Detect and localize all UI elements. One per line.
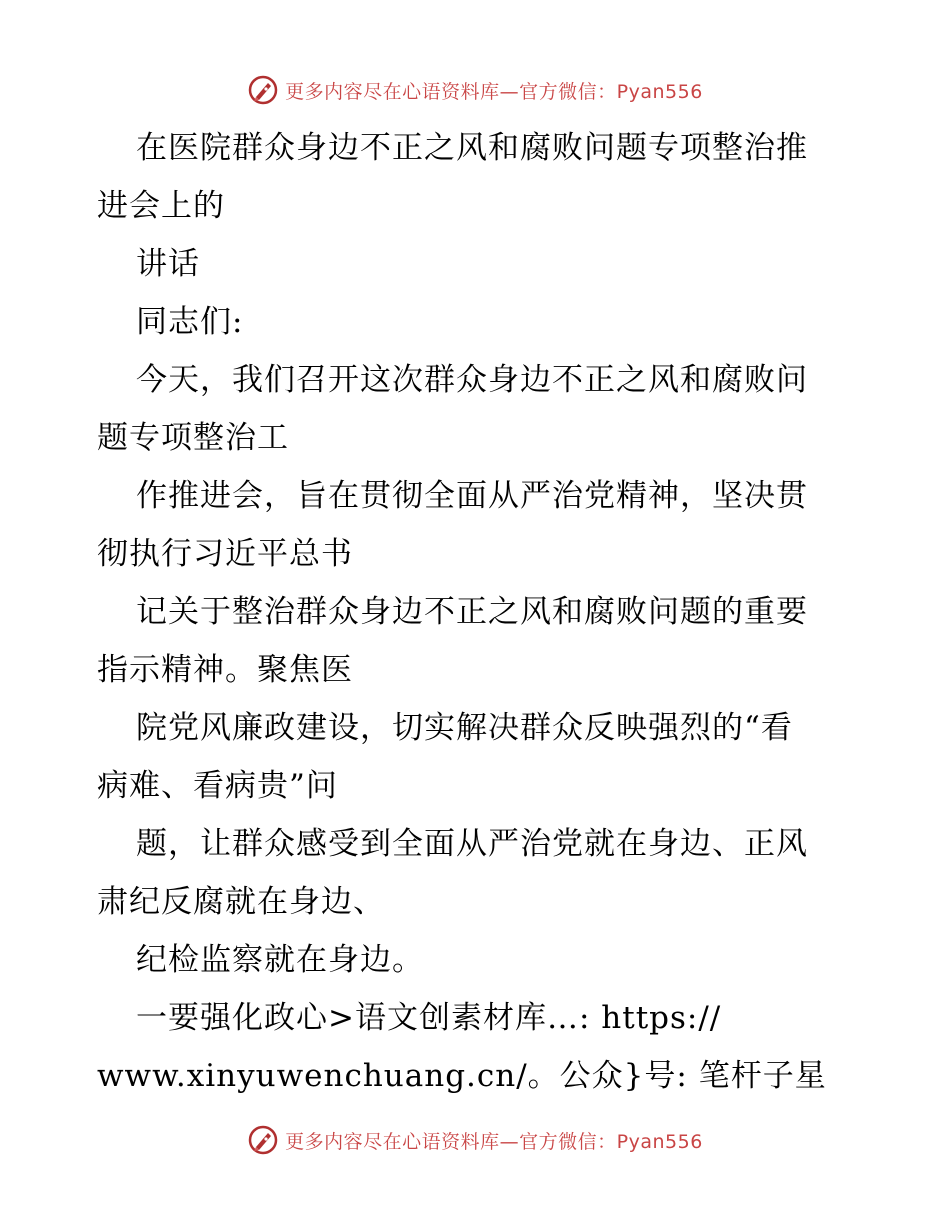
paragraph-line: 一要强化政心>语文创素材库…: https:// [136, 1000, 722, 1036]
paragraph-line: 今天，我们召开这次群众身边不正之风和腐败问 [136, 362, 808, 398]
paragraph-line: 题专项整治工 [97, 420, 289, 456]
paragraph-line: 院党风廉政建设，切实解决群众反映强烈的“看 [136, 710, 793, 746]
title-line-2: 进会上的 [97, 188, 225, 224]
pen-nib-logo-icon [247, 1124, 279, 1156]
paragraph-line: 肃纪反腐就在身边、 [97, 884, 385, 920]
paragraph-line: www.xinyuwenchuang.cn/。公众}号: 笔杆子星 [97, 1058, 827, 1094]
title-line-1: 在医院群众身边不正之风和腐败问题专项整治推 [136, 130, 808, 166]
header-watermark [0, 70, 950, 110]
paragraph-line: 作推进会，旨在贯彻全面从严治党精神，坚决贯 [136, 478, 808, 514]
paragraph-line: 记关于整治群众身边不正之风和腐败问题的重要 [136, 594, 808, 630]
footer-watermark-text: 更多内容尽在心语资料库—官方微信：Pyan556 [285, 1130, 703, 1153]
pen-nib-logo-icon [247, 74, 279, 106]
paragraph-line: 纪检监察就在身边。 [136, 942, 424, 978]
paragraph-line: 彻执行习近平总书 [97, 536, 353, 572]
title-line-3: 讲话 [136, 246, 200, 282]
salutation: 同志们: [136, 304, 244, 340]
paragraph-line: 病难、看病贵”问 [97, 768, 338, 804]
paragraph-line: 指示精神。聚焦医 [97, 652, 353, 688]
header-watermark-text: 更多内容尽在心语资料库—官方微信：Pyan556 [285, 80, 703, 103]
footer-watermark [0, 1120, 950, 1160]
paragraph-line: 题，让群众感受到全面从严治党就在身边、正风 [136, 826, 808, 862]
